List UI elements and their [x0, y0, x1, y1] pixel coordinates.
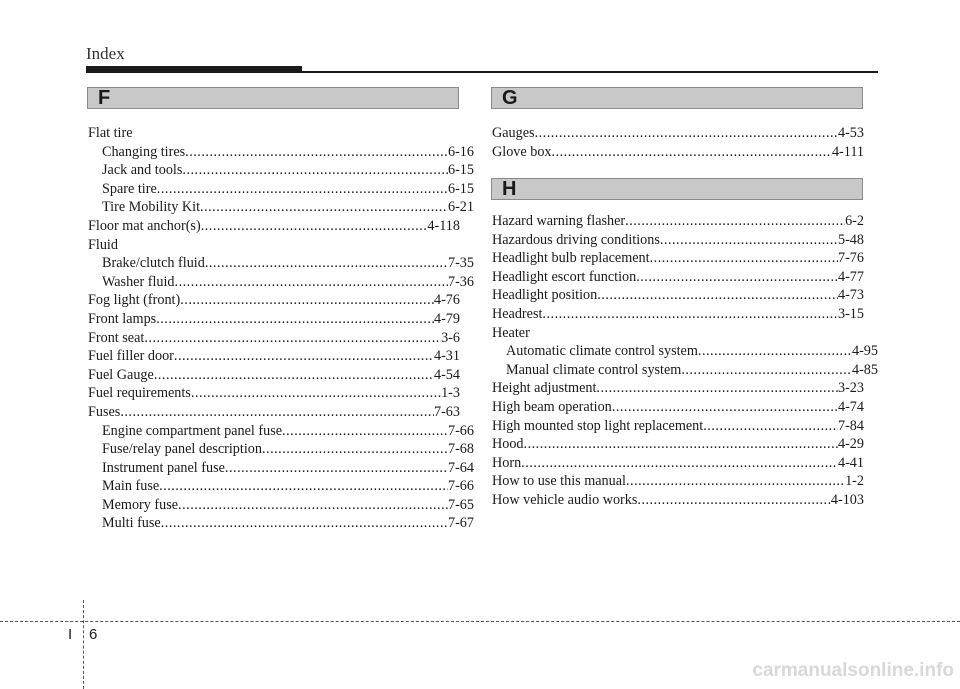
index-entry	[88, 366, 460, 385]
index-entry	[492, 324, 864, 343]
entry-page: 7-65	[447, 496, 474, 513]
leader-dots	[175, 273, 448, 292]
entry-page: 4-76	[433, 292, 460, 309]
entry-page: 3-6	[441, 329, 460, 346]
entry-page: 7-64	[447, 459, 474, 476]
entry-text: Instrument panel fuse	[102, 459, 225, 476]
leader-dots	[703, 417, 838, 436]
index-entry	[492, 454, 864, 473]
entry-text: Fuel Gauge	[88, 366, 154, 383]
section-letter-h: H	[502, 178, 517, 200]
entry-page: 4-54	[433, 366, 460, 383]
index-entry	[492, 268, 864, 287]
entry-text: Fuel filler door	[88, 348, 174, 365]
entry-page: 5-48	[837, 231, 864, 248]
index-entry	[88, 217, 460, 236]
entry-page: 6-16	[447, 143, 474, 160]
entry-page: 7-68	[447, 441, 474, 458]
section-letter-g: G	[502, 87, 518, 109]
entry-text: High mounted stop light replacement	[492, 417, 704, 434]
footer-vertical-divider	[83, 600, 84, 689]
leader-dots	[552, 143, 832, 162]
entry-text: Hazard warning flasher	[492, 213, 626, 229]
entry-text: Headrest	[492, 305, 543, 322]
index-entry	[88, 477, 474, 496]
entry-page: 4-77	[837, 268, 864, 285]
index-entry	[492, 379, 864, 398]
entry-page: 4-53	[837, 125, 864, 141]
index-entry	[88, 180, 474, 199]
entry-page: 7-66	[447, 478, 474, 495]
entry-page: 4-95	[851, 343, 878, 360]
entry-text: Main fuse	[102, 478, 160, 495]
entry-page: 4-31	[433, 348, 460, 365]
index-entry	[88, 310, 460, 329]
leader-dots	[637, 491, 831, 510]
section-letter-f: F	[98, 87, 111, 109]
leader-dots	[157, 180, 448, 199]
entry-text: Hood	[492, 436, 524, 453]
page-title: Index	[86, 44, 125, 63]
entry-page: 7-67	[447, 515, 474, 532]
leader-dots	[262, 440, 448, 459]
entry-page: 4-41	[837, 454, 864, 471]
entry-page: 4-111	[831, 143, 864, 160]
index-entry	[88, 347, 460, 366]
entry-text: Front lamps	[88, 310, 157, 327]
footer-page-number: 6	[89, 626, 98, 643]
entry-page: 7-76	[837, 250, 864, 267]
index-column-g	[492, 124, 864, 161]
entry-page: 4-118	[427, 217, 460, 234]
index-entry	[492, 212, 864, 231]
index-column-f	[88, 124, 474, 533]
leader-dots	[542, 305, 838, 324]
leader-dots	[535, 124, 838, 143]
leader-dots	[205, 254, 448, 273]
leader-dots	[650, 249, 838, 268]
leader-dots	[178, 496, 448, 515]
entry-text: Headlight bulb replacement	[492, 250, 650, 267]
index-entry	[88, 459, 474, 478]
entry-text: Multi fuse	[102, 515, 161, 532]
leader-dots	[596, 379, 838, 398]
entry-text: Fuel requirements	[88, 385, 191, 402]
entry-text: Front seat	[88, 329, 145, 346]
entry-page: 6-15	[447, 162, 474, 179]
entry-text: Height adjustment	[492, 380, 597, 397]
entry-page: 7-66	[447, 422, 474, 439]
entry-text: Fluid	[88, 236, 118, 253]
entry-page: 4-74	[837, 398, 864, 415]
leader-dots	[201, 217, 428, 236]
entry-text: How to use this manual	[492, 473, 626, 490]
index-entry	[88, 496, 474, 515]
leader-dots	[636, 268, 838, 287]
leader-dots	[625, 212, 845, 231]
entry-text: Engine compartment panel fuse	[102, 422, 283, 439]
footer-divider	[0, 621, 960, 622]
entry-text: Tire Mobility Kit	[102, 199, 201, 216]
entry-text: Horn	[492, 454, 522, 471]
leader-dots	[612, 398, 838, 417]
leader-dots	[698, 342, 852, 361]
leader-dots	[180, 291, 434, 310]
index-entry	[492, 342, 878, 361]
index-entry	[88, 329, 460, 348]
index-entry	[88, 422, 474, 441]
index-entry	[492, 491, 864, 510]
entry-page: 4-79	[433, 310, 460, 327]
index-entry	[492, 286, 864, 305]
leader-dots	[120, 403, 434, 422]
leader-dots	[185, 143, 448, 162]
entry-text: Washer fluid	[102, 273, 175, 290]
index-entry	[88, 143, 474, 162]
leader-dots	[174, 347, 434, 366]
leader-dots	[156, 310, 434, 329]
index-entry	[88, 514, 474, 533]
entry-text: Spare tire	[102, 180, 157, 197]
index-entry	[492, 361, 878, 380]
entry-text: High beam operation	[492, 398, 612, 415]
entry-text: Floor mat anchor(s)	[88, 217, 201, 234]
entry-text: Fuses	[88, 403, 121, 420]
index-entry	[88, 254, 474, 273]
entry-text: Automatic climate control system	[506, 343, 698, 360]
index-entry	[88, 198, 474, 217]
index-entry	[492, 143, 864, 162]
index-entry	[88, 440, 474, 459]
entry-page: 1-3	[441, 385, 460, 402]
entry-text: Headlight escort function	[492, 268, 637, 285]
entry-text: Manual climate control system	[506, 361, 682, 378]
entry-text: Memory fuse	[102, 496, 179, 513]
index-entry	[492, 398, 864, 417]
header-rule-thin	[86, 71, 878, 73]
index-entry	[492, 435, 864, 454]
index-entry	[492, 124, 864, 143]
entry-text: Fog light (front)	[88, 292, 181, 309]
index-entry	[88, 124, 460, 143]
leader-dots	[200, 198, 448, 217]
entry-text: Flat tire	[88, 125, 133, 141]
leader-dots	[191, 384, 441, 403]
leader-dots	[626, 472, 845, 491]
section-header-h	[491, 178, 863, 200]
footer-section-label: I	[68, 626, 73, 643]
watermark-text: carmanualsonline.info	[752, 660, 954, 681]
entry-page: 6-21	[447, 199, 474, 216]
leader-dots	[524, 435, 838, 454]
entry-text: Jack and tools	[102, 162, 183, 179]
leader-dots	[225, 459, 448, 478]
leader-dots	[521, 454, 838, 473]
section-header-f	[87, 87, 459, 109]
entry-text: Gauges	[492, 125, 535, 141]
entry-page: 7-84	[837, 417, 864, 434]
leader-dots	[159, 477, 448, 496]
entry-page: 6-15	[447, 180, 474, 197]
entry-page: 6-2	[845, 213, 864, 229]
entry-text: Fuse/relay panel description	[102, 441, 262, 458]
entry-page: 4-103	[830, 491, 864, 508]
section-header-g	[491, 87, 863, 109]
index-entry	[492, 472, 864, 491]
entry-text: How vehicle audio works	[492, 491, 638, 508]
entry-text: Heater	[492, 324, 530, 341]
index-entry	[88, 161, 474, 180]
leader-dots	[660, 231, 838, 250]
index-column-h	[492, 212, 878, 510]
entry-text: Glove box	[492, 143, 552, 160]
entry-page: 3-15	[837, 305, 864, 322]
entry-page: 7-35	[447, 255, 474, 272]
leader-dots	[597, 286, 838, 305]
entry-page: 4-85	[851, 361, 878, 378]
index-entry	[88, 291, 460, 310]
entry-page: 7-63	[433, 403, 460, 420]
index-entry	[492, 249, 864, 268]
entry-page: 1-2	[845, 473, 864, 490]
index-entry	[492, 417, 864, 436]
leader-dots	[681, 361, 852, 380]
index-entry	[88, 403, 460, 422]
index-entry	[492, 305, 864, 324]
entry-text: Headlight position	[492, 287, 598, 304]
entry-text: Brake/clutch fluid	[102, 255, 205, 272]
entry-page: 7-36	[447, 273, 474, 290]
leader-dots	[154, 366, 434, 385]
leader-dots	[282, 422, 448, 441]
entry-text: Changing tires	[102, 143, 186, 160]
entry-page: 4-29	[837, 436, 864, 453]
entry-page: 4-73	[837, 287, 864, 304]
index-entry	[492, 231, 864, 250]
index-entry	[88, 384, 460, 403]
entry-page: 3-23	[837, 380, 864, 397]
leader-dots	[144, 329, 441, 348]
leader-dots	[161, 514, 448, 533]
index-entry	[88, 236, 460, 255]
index-entry	[88, 273, 474, 292]
entry-text: Hazardous driving conditions	[492, 231, 660, 248]
leader-dots	[182, 161, 448, 180]
